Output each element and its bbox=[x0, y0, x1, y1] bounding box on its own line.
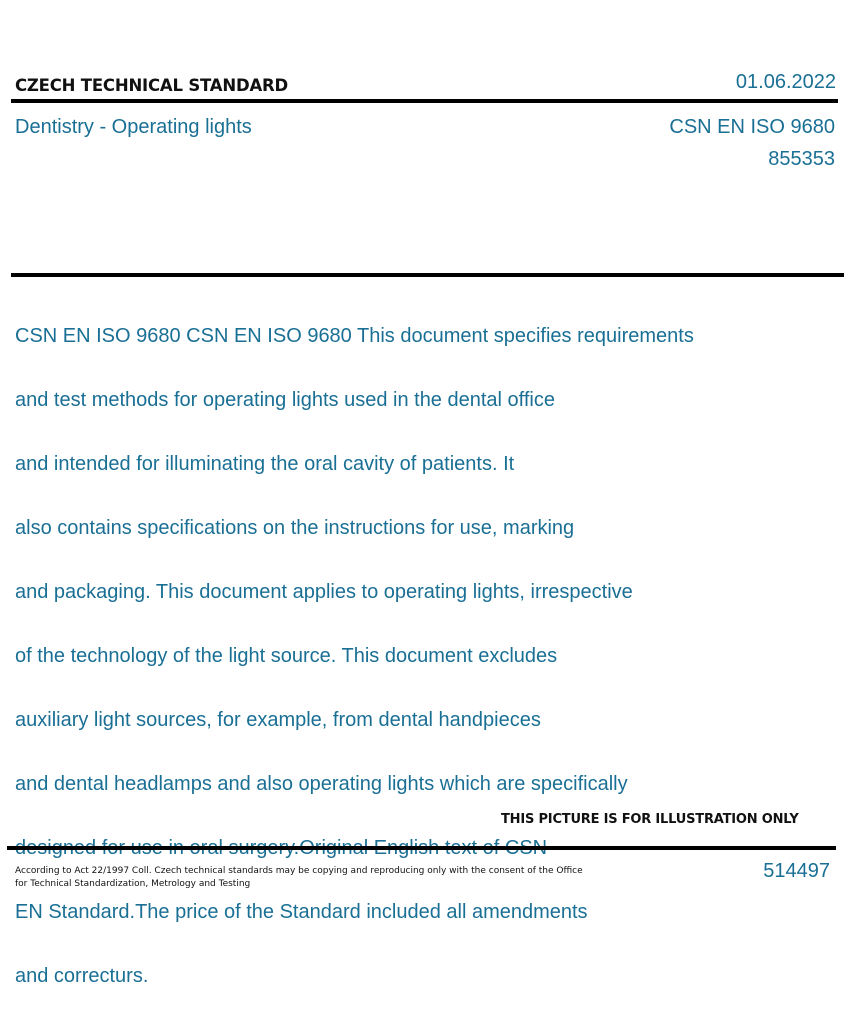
description-line: of the technology of the light source. This document excludes bbox=[15, 645, 558, 667]
description-line: designed for use in oral surgery.Original English text of CSN bbox=[15, 837, 548, 859]
section-divider bbox=[11, 273, 844, 277]
illustration-note: THIS PICTURE IS FOR ILLUSTRATION ONLY bbox=[501, 812, 799, 827]
description-line: and intended for illuminating the oral cavity of patients. It bbox=[15, 453, 515, 475]
standard-number: 855353 bbox=[768, 148, 835, 170]
description-line: also contains specifications on the instructions for use, marking bbox=[15, 517, 575, 539]
description-line: and dental headlamps and also operating lights which are specifically bbox=[15, 773, 628, 795]
standard-code: CSN EN ISO 9680 bbox=[669, 116, 835, 138]
document-id: 514497 bbox=[763, 860, 830, 882]
standard-title: Dentistry - Operating lights bbox=[15, 116, 252, 138]
legal-notice-line: According to Act 22/1997 Coll. Czech technical standards may be copying and reproducing only with the consent of the Office bbox=[15, 866, 583, 876]
description-line: and test methods for operating lights used in the dental office bbox=[15, 389, 555, 411]
footer-divider bbox=[7, 846, 836, 850]
legal-notice bbox=[15, 865, 595, 891]
description-line: and packaging. This document applies to operating lights, irrespective bbox=[15, 581, 633, 603]
legal-notice-line: for Technical Standardization, Metrology and Testing bbox=[15, 879, 251, 889]
description-line: CSN EN ISO 9680 CSN EN ISO 9680 This document specifies requirements bbox=[15, 325, 694, 347]
publication-date: 01.06.2022 bbox=[735, 71, 836, 93]
description-line: auxiliary light sources, for example, from dental handpieces bbox=[15, 709, 541, 731]
description-line: EN Standard.The price of the Standard included all amendments bbox=[15, 901, 588, 923]
description-line: and correcturs. bbox=[15, 965, 149, 987]
document-type-label: CZECH TECHNICAL STANDARD bbox=[15, 76, 289, 95]
header-divider bbox=[11, 99, 838, 103]
